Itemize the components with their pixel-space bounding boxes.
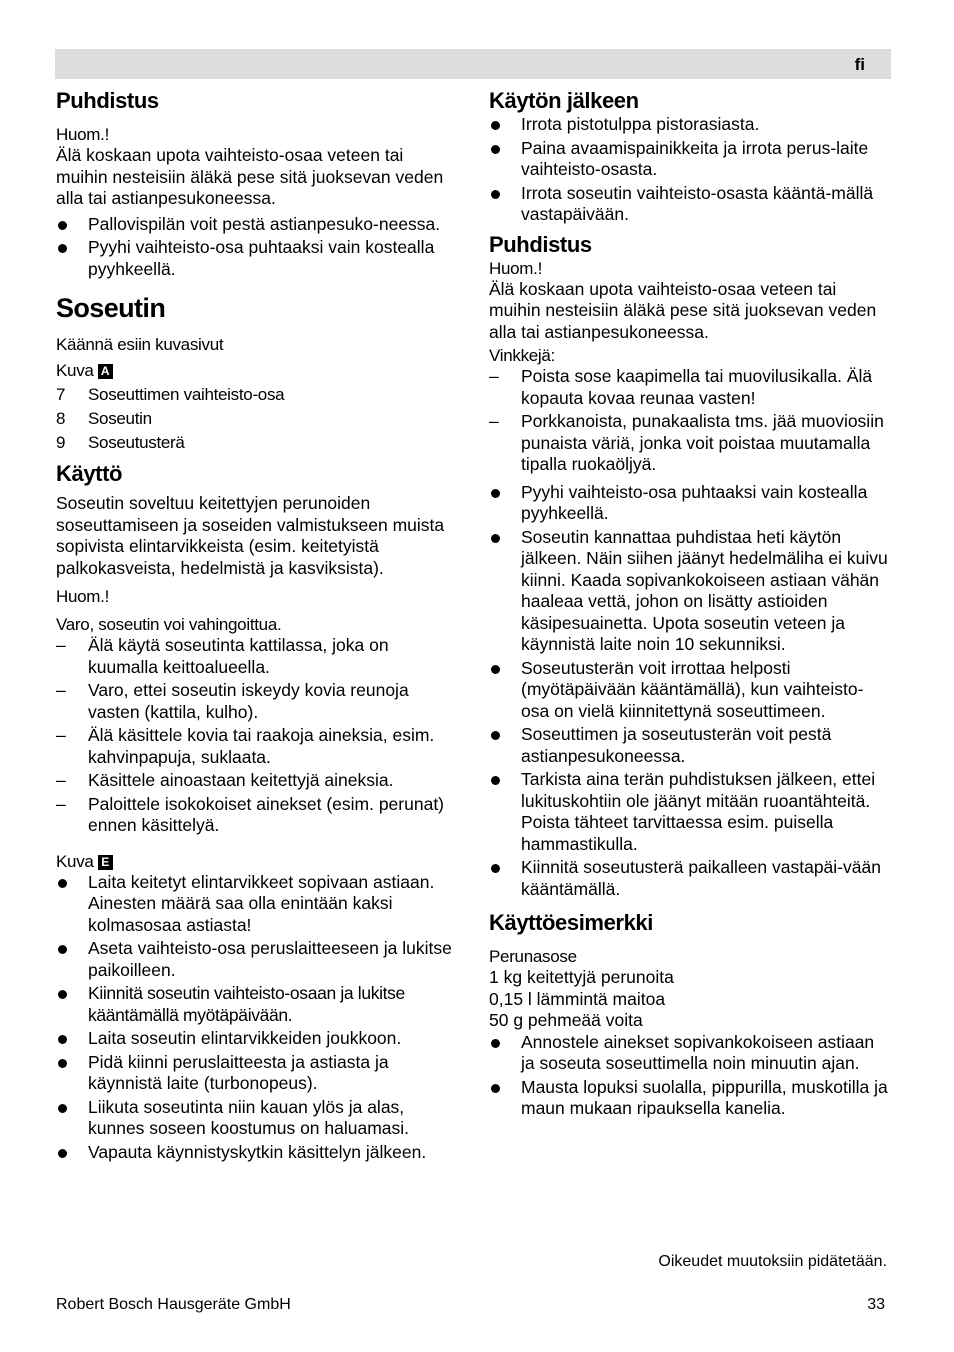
footer-company: Robert Bosch Hausgeräte GmbH xyxy=(56,1296,291,1313)
list-item: Pallovispilän voit pestä astianpesuko-neessa. xyxy=(56,214,456,236)
tips-label: Vinkkejä: xyxy=(489,346,555,365)
figure-ref-e xyxy=(56,851,456,872)
figure-label: Kuva xyxy=(56,361,94,380)
parts-row xyxy=(56,407,456,431)
ingredient: 0,15 l lämmintä maitoa xyxy=(489,988,666,1009)
usage-text: Soseutin soveltuu keitettyjen perunoiden soseuttamiseen ja soseiden valmistukseen muista sopivista elintarvikkeista (esim. keitetyistä palkokasveista, hedelmistä ja kasviksista). xyxy=(56,493,445,578)
bullet-list xyxy=(56,872,456,1164)
list-item: Pyyhi vaihteisto-osa puhtaaksi vain kostealla pyyhkeellä. xyxy=(489,482,891,525)
part-number: 7 xyxy=(56,385,66,404)
list-item: Soseutusterän voit irrottaa helposti (myötäpäivään kääntämällä), kun vaihteisto-osa on vielä kiinnitettynä soseuttimeen. xyxy=(489,658,891,723)
dash-list xyxy=(489,366,891,476)
right-column xyxy=(489,88,891,1122)
ingredient: 1 kg keitettyjä perunoita xyxy=(489,967,674,987)
list-item: – Varo, ettei soseutin iskeydy kovia reunoja vasten (kattila, kulho). xyxy=(56,680,456,723)
figure-ref-a xyxy=(56,360,456,381)
bullet-list xyxy=(489,114,891,226)
parts-row xyxy=(56,431,456,455)
bullet-list xyxy=(489,1032,891,1120)
list-item: – Käsittele ainoastaan keitettyjä aineksia. xyxy=(56,770,456,792)
fold-out-instruction: Käännä esiin kuvasivut xyxy=(56,335,224,354)
part-label: Soseutusterä xyxy=(88,433,185,452)
list-item: Irrota pistotulppa pistorasiasta. xyxy=(489,114,891,136)
note-text: Älä koskaan upota vaihteisto-osaa veteen tai muihin nesteisiin äläkä pese sitä juoksevan veden alla tai astianpesukoneessa. xyxy=(56,145,444,208)
bullet-list xyxy=(489,482,891,901)
list-item: Vapauta käynnistyskytkin käsittelyn jälkeen. xyxy=(56,1142,456,1164)
list-item: Soseuttimen ja soseutusterän voit pestä astianpesukoneessa. xyxy=(489,724,891,767)
parts-row xyxy=(56,383,456,407)
part-number: 9 xyxy=(56,433,66,452)
list-item: Kiinnitä soseutusterä paikalleen vastapäi-vään kääntämällä. xyxy=(489,857,891,900)
part-number: 8 xyxy=(56,409,66,428)
list-item: Laita keitetyt elintarvikkeet sopivaan astiaan. Ainesten määrä saa olla enintään kaksi kolmasosaa astiasta! xyxy=(56,872,456,937)
section-title-kayttoesimerkki: Käyttöesimerkki xyxy=(489,910,653,935)
figure-label: Kuva xyxy=(56,851,94,871)
note-label: Huom.! xyxy=(56,587,109,606)
list-item: Annostele ainekset sopivankokoiseen astiaan ja soseuta soseuttimella noin minuutin ajan. xyxy=(489,1032,891,1075)
dash-list xyxy=(56,635,456,837)
list-item: – Poista sose kaapimella tai muovilusikalla. Älä kopauta kovaa reunaa vasten! xyxy=(489,366,891,409)
list-item: Liikuta soseutinta niin kauan ylös ja alas, kunnes soseen koostumus on haluamasi. xyxy=(56,1097,456,1140)
list-item: Aseta vaihteisto-osa peruslaitteeseen ja lukitse paikoilleen. xyxy=(56,938,456,981)
list-item: Irrota soseutin vaihteisto-osasta kääntä-mällä vastapäivään. xyxy=(489,183,891,226)
language-header-bar xyxy=(55,49,891,79)
list-item: – Älä käsittele kovia tai raakoja aineksia, esim. kahvinpapuja, suklaata. xyxy=(56,725,456,768)
section-title-puhdistus: Puhdistus xyxy=(489,231,592,257)
bullet-list xyxy=(56,214,456,281)
list-item: – Paloittele isokokoiset ainekset (esim. perunat) ennen käsittelyä. xyxy=(56,794,456,837)
rights-reserved-note: Oikeudet muutoksiin pidätetään. xyxy=(658,1253,887,1270)
list-item: Pidä kiinni peruslaitteesta ja astiasta ja käynnistä laite (turbonopeus). xyxy=(56,1052,456,1095)
note-text: Älä koskaan upota vaihteisto-osaa veteen tai muihin nesteisiin äläkä pese sitä juoksevan veden alla tai astianpesukoneessa. xyxy=(489,278,877,342)
list-item: Tarkista aina terän puhdistuksen jälkeen, ettei lukituskohtiin ole jäänyt mitään ruoantähteitä. Poista tähteet tarvittaessa esim. puisella hammastikulla. xyxy=(489,769,891,855)
warning-label: Varo, soseutin voi vahingoittua. xyxy=(56,615,282,634)
figure-letter-badge: A xyxy=(98,364,113,379)
figure-letter-badge: E xyxy=(98,855,113,870)
list-item: Paina avaamispainikkeita ja irrota perus-laite vaihteisto-osasta. xyxy=(489,138,891,181)
note-label: Huom.! xyxy=(56,125,109,144)
list-item: Kiinnitä soseutin vaihteisto-osaan ja lukitse kääntämällä myötäpäivään. xyxy=(56,983,456,1026)
section-title-kaytto: Käyttö xyxy=(56,461,123,486)
list-item: Mausta lopuksi suolalla, pippurilla, muskotilla ja maun mukaan ripauksella kanelia. xyxy=(489,1077,891,1120)
section-title-kayton-jalkeen: Käytön jälkeen xyxy=(489,88,639,113)
part-label: Soseuttimen vaihteisto-osa xyxy=(88,385,285,404)
list-item: Laita soseutin elintarvikkeiden joukkoon. xyxy=(56,1028,456,1050)
left-column xyxy=(56,88,456,1165)
list-item: – Porkkanoista, punakaalista tms. jää muoviosiin punaista väriä, jonka voit poistaa muutamalla tipalla ruokaöljyä. xyxy=(489,411,891,476)
page-number: 33 xyxy=(867,1296,885,1313)
language-code: fi xyxy=(854,55,865,74)
list-item: – Älä käytä soseutinta kattilassa, joka on kuumalla keittoalueella. xyxy=(56,635,456,678)
note-label: Huom.! xyxy=(489,258,542,278)
section-title-puhdistus: Puhdistus xyxy=(56,88,159,113)
list-item: Pyyhi vaihteisto-osa puhtaaksi vain kostealla pyyhkeellä. xyxy=(56,237,456,280)
part-label: Soseutin xyxy=(88,409,152,428)
recipe-title: Perunasose xyxy=(489,947,577,966)
ingredient: 50 g pehmeää voita xyxy=(489,1010,643,1030)
list-item: Soseutin kannattaa puhdistaa heti käytön jälkeen. Näin siihen jäänyt hedelmäliha ei kuivu kiinni. Kaada sopivankokoiseen astiaan vähän haaleaa vettä, johon on lisätty astioiden käsipesuainetta. Upota soseutin veteen ja käynnistä laite noin 10 sekunniksi. xyxy=(489,527,891,656)
section-title-soseutin: Soseutin xyxy=(56,293,166,323)
